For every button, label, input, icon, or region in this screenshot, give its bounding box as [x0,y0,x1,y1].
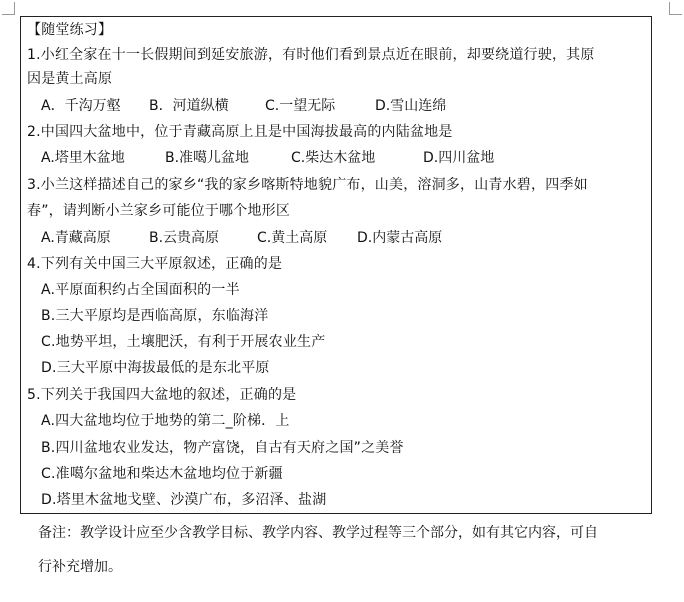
option: B.三大平原均是西临高原，东临海洋 [41,308,269,324]
option: A.青藏高原 [41,230,111,246]
question-2-options [41,147,494,169]
page-corner-mark [2,2,15,15]
option: B.云贵高原 [149,230,220,246]
option: A.平原面积约占全国面积的一半 [41,282,240,298]
option: A.四大盆地均位于地势的第二_阶梯．上 [41,413,290,429]
option: D.雪山连绵 [375,98,447,114]
question-2-stem-line: 2.中国四大盆地中，位于青藏高原上且是中国海拔最高的内陆盆地是 [27,124,453,140]
option: C.柴达木盆地 [291,150,376,166]
option: C.地势平坦，土壤肥沃，有利于开展农业生产 [41,334,326,350]
option: C.黄土高原 [257,230,328,246]
question-3-stem-line: 春”，请判断小兰家乡可能位于哪个地形区 [27,203,291,219]
option: C.准噶尔盆地和柴达木盆地均位于新疆 [41,466,283,482]
note-line: 备注：教学设计应至少含教学目标、教学内容、教学过程等三个部分，如有其它内容，可自 [38,525,598,541]
question-1-stem-line: 1.小红全家在十一长假期间到延安旅游，有时他们看到景点近在眼前，却要绕道行驶，其原 [27,47,595,63]
exercise-box [20,16,652,514]
option: A.塔里木盆地 [41,150,125,166]
question-4-stem-line: 4.下列有关中国三大平原叙述，正确的是 [27,256,283,272]
option: B．河道纵横 [149,98,229,114]
question-3-options [41,227,442,249]
question-1-stem-line: 因是黄土高原 [27,71,113,87]
option: B.准噶儿盆地 [165,150,250,166]
option: D.四川盆地 [423,150,495,166]
note-line: 行补充增加。 [38,559,122,575]
option: D.塔里木盆地戈壁、沙漠广布，多沼泽、盐湖 [41,492,327,508]
question-5-stem-line: 5.下列关于我国四大盆地的叙述，正确的是 [27,387,297,403]
option: A．千沟万壑 [41,98,121,114]
question-3-stem-line: 3.小兰这样描述自己的家乡“我的家乡喀斯特地貌广布，山美，溶洞多，山青水碧，四季如 [27,177,588,193]
section-title: 【随堂练习】 [27,22,113,38]
option: D.三大平原中海拔最低的是东北平原 [41,360,270,376]
option: C.一望无际 [265,98,336,114]
option: D.内蒙古高原 [357,230,443,246]
page-corner-mark [669,2,682,15]
option: B.四川盆地农业发达，物产富饶，自古有天府之国”之美誉 [41,440,404,456]
question-1-options [41,95,446,117]
